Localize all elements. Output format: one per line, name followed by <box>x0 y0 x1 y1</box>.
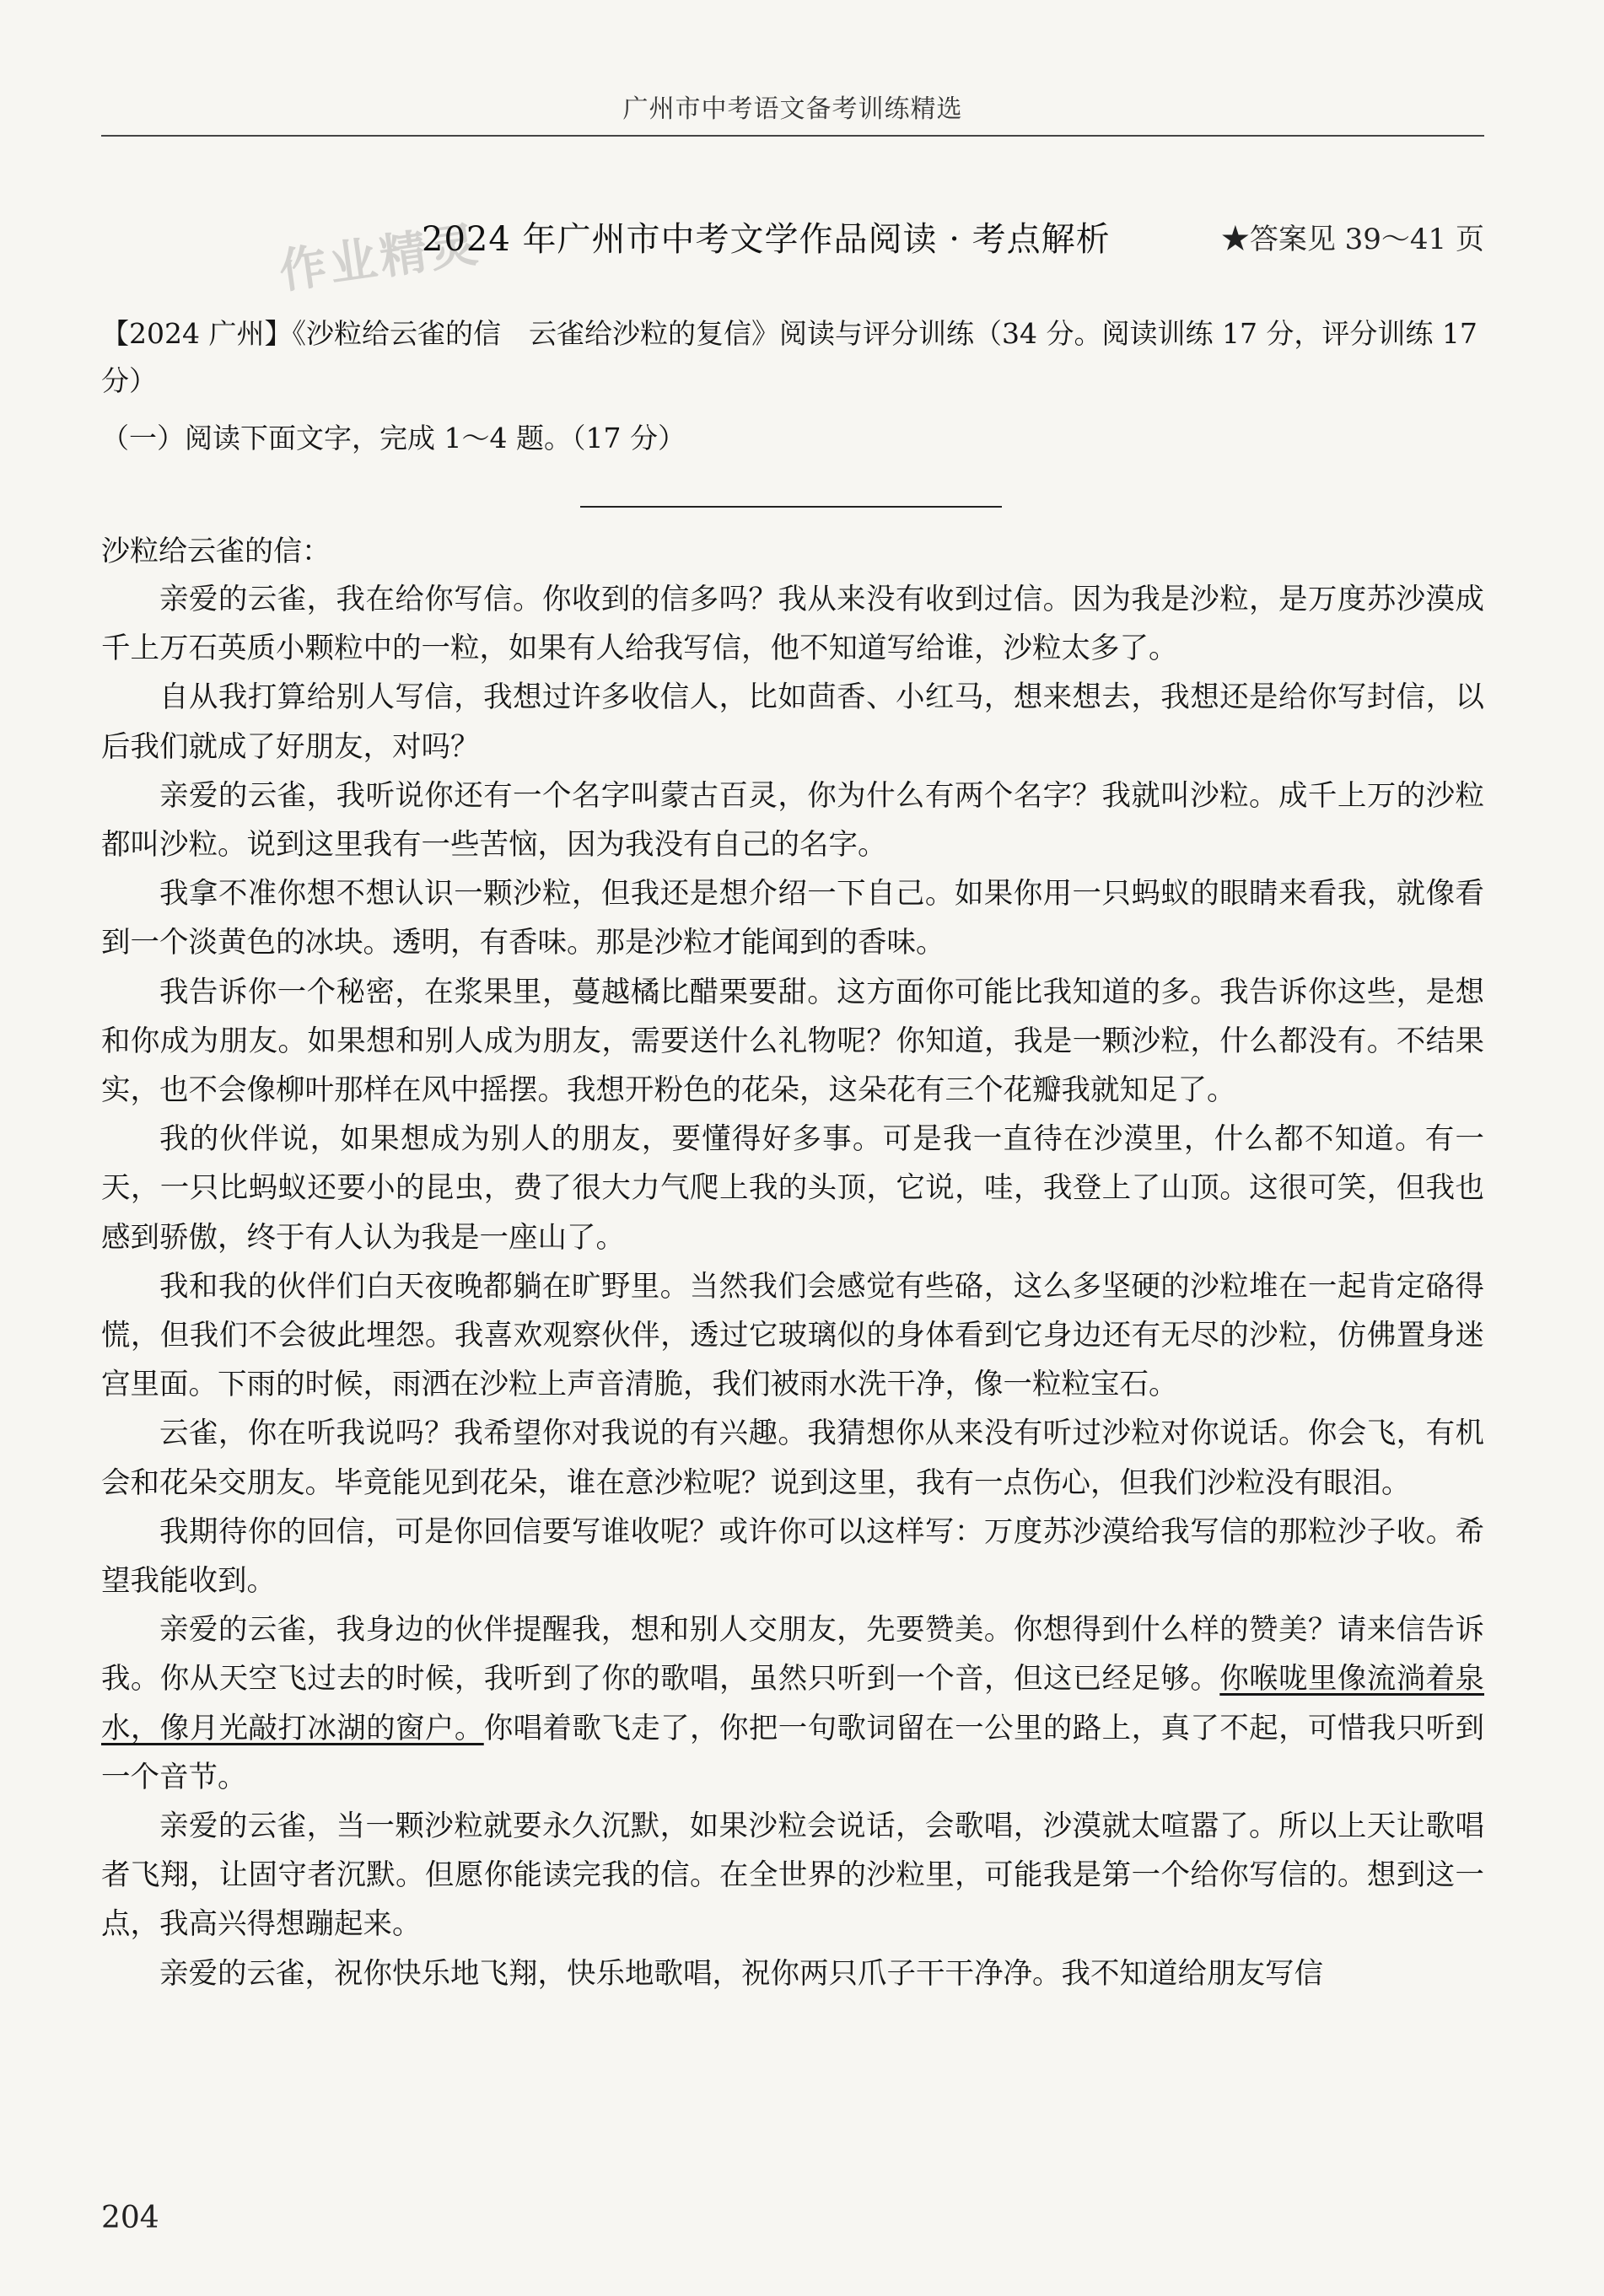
paragraph: 我和我的伙伴们白天夜晚都躺在旷野里。当然我们会感觉有些硌，这么多坚硬的沙粒堆在一起肯定硌得慌，但我们不会彼此埋怨。我喜欢观察伙伴，透过它玻璃似的身体看到它身边还有无尽的沙粒，仿佛置身迷宫里面。下雨的时候，雨洒在沙粒上声音清脆，我们被雨水洗干净，像一粒粒宝石。 <box>101 1269 1484 1402</box>
answer-reference: ★答案见 39～41 页 <box>1220 223 1484 256</box>
paragraph: 我的伙伴说，如果想成为别人的朋友，要懂得好多事。可是我一直待在沙漠里，什么都不知道。有一天，一只比蚂蚁还要小的昆虫，费了很大力气爬上我的头顶，它说，哇，我登上了山顶。这很可笑，但我也感到骄傲，终于有人认为我是一座山了。 <box>101 1122 1484 1255</box>
paragraph: 亲爱的云雀，祝你快乐地飞翔，快乐地歌唱，祝你两只爪子干干净净。我不知道给朋友写信 <box>159 1956 1323 1991</box>
title-row <box>101 212 1484 263</box>
paragraph: 亲爱的云雀，当一颗沙粒就要永久沉默，如果沙粒会说话，会歌唱，沙漠就太喧嚣了。所以上天让歌唱者飞翔，让固守者沉默。但愿你能读完我的信。在全世界的沙粒里，可能我是第一个给你写信的。想到这一点，我高兴得想蹦起来。 <box>101 1809 1484 1942</box>
paragraph: 我期待你的回信，可是你回信要写谁收呢？或许你可以这样写：万度苏沙漠给我写信的那粒沙子收。希望我能收到。 <box>101 1514 1484 1599</box>
header-rule <box>101 135 1484 137</box>
source-line: 【2024 广州】《沙粒给云雀的信 云雀给沙粒的复信》阅读与评分训练（34 分。阅读训练 17 分，评分训练 17 分） <box>101 317 1478 397</box>
underlined-sentence: 你喉咙里像流淌着泉水，像月光敲打冰湖的窗户。 <box>101 1662 1484 1745</box>
section-heading: （一）阅读下面文字，完成 1～4 题。（17 分） <box>101 422 686 454</box>
paragraph: 我告诉你一个秘密，在浆果里，蔓越橘比醋栗要甜。这方面你可能比我知道的多。我告诉你这些，是想和你成为朋友。如果想和别人成为朋友，需要送什么礼物呢？你知道，我是一颗沙粒，什么都没有。不结果实，也不会像柳叶那样在风中摇摆。我想开粉色的花朵，这朵花有三个花瓣我就知足了。 <box>101 975 1484 1108</box>
paragraph: 云雀，你在听我说吗？我希望你对我说的有兴趣。我猜想你从来没有听过沙粒对你说话。你会飞，有机会和花朵交朋友。毕竟能见到花朵，谁在意沙粒呢？说到这里，我有一点伤心，但我们沙粒没有眼泪。 <box>101 1417 1484 1500</box>
paragraph: 亲爱的云雀，我在给你写信。你收到的信多吗？我从来没有收到过信。因为我是沙粒，是万度苏沙漠成千上万石英质小颗粒中的一粒，如果有人给我写信，他不知道写给谁，沙粒太多了。 <box>101 583 1484 666</box>
paragraph: 亲爱的云雀，我听说你还有一个名字叫蒙古百灵，你为什么有两个名字？我就叫沙粒。成千上万的沙粒都叫沙粒。说到这里我有一些苦恼，因为我没有自己的名字。 <box>101 778 1484 863</box>
praise-text-after: 你唱着歌飞走了，你把一句歌词留在一公里的路上，真了不起，可惜我只听到一个音节。 <box>101 1711 1485 1794</box>
paragraph: 自从我打算给别人写信，我想过许多收信人，比如茴香、小红马，想来想去，我想还是给你写封信，以后我们就成了好朋友，对吗？ <box>101 680 1484 764</box>
paragraph: 我拿不准你想不想认识一颗沙粒，但我还是想介绍一下自己。如果你用一只蚂蚁的眼睛来看我，就像看到一个淡黄色的冰块。透明，有香味。那是沙粒才能闻到的香味。 <box>101 877 1484 960</box>
page-number: 204 <box>101 2201 159 2235</box>
running-header: 广州市中考语文备考训练精选 <box>622 94 963 124</box>
section-divider <box>580 506 1002 508</box>
watermark: 作业精灵 <box>276 217 484 300</box>
letter-body <box>101 575 1484 1998</box>
paragraph-praise <box>101 1605 1484 1802</box>
praise-text-before: 亲爱的云雀，我身边的伙伴提醒我，想和别人交朋友，先要赞美。你想得到什么样的赞美？请来信告诉我。你从天空飞过去的时候，我听到了你的歌唱，虽然只听到一个音，但这已经足够。 <box>101 1613 1484 1696</box>
letter-label: 沙粒给云雀的信： <box>101 535 331 568</box>
page-title: 2024 年广州市中考文学作品阅读 · 考点解析 <box>422 220 1111 259</box>
